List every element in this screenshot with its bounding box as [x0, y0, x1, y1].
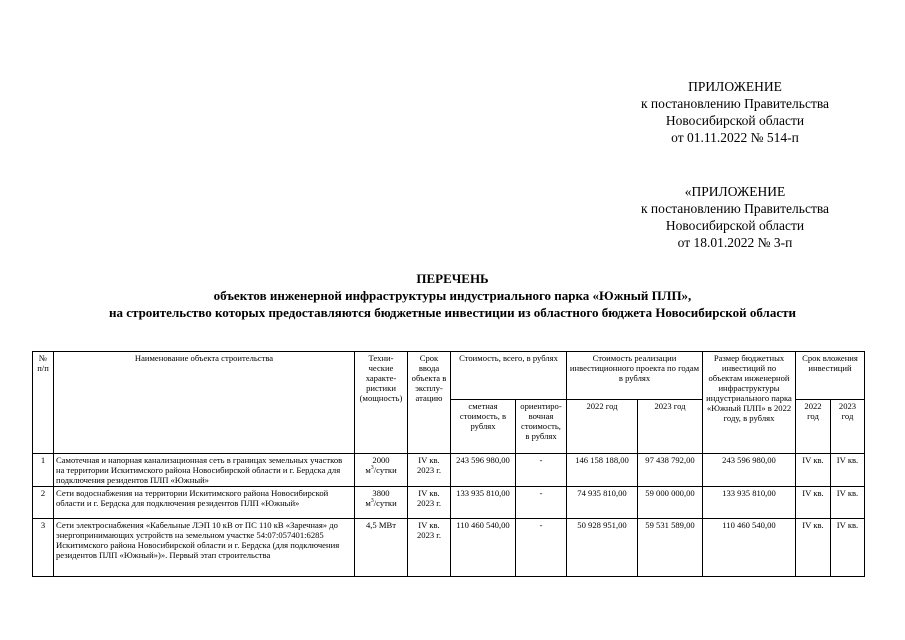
tech-value: 2000	[372, 455, 390, 465]
document-title	[20, 270, 885, 321]
header-year-2022: 2022 год	[567, 400, 638, 454]
tech-unit-rest: /сутки	[373, 465, 397, 475]
objects-table	[32, 351, 865, 577]
table-row	[33, 487, 865, 519]
cell-cost-estimate: 243 596 980,00	[451, 454, 516, 487]
appendix-line: «ПРИЛОЖЕНИЕ	[684, 184, 786, 199]
header-num: № п/п	[33, 352, 54, 454]
cell-num: 3	[33, 519, 54, 577]
title-line-2: объектов инженерной инфраструктуры индустриального парка «Южный ПЛП»,	[213, 288, 692, 303]
appendix-line: Новосибирской области	[665, 218, 805, 233]
header-cost-estimate: сметная стоимость, в рублях	[451, 400, 516, 454]
header-budget-2022: Размер бюджетных инвестиций по объектам инженерной инфраструктуры индустриального парка «Южный ПЛП» в 2022 году, в рублях	[703, 352, 796, 454]
cell-num: 1	[33, 454, 54, 487]
cell-budget-2022: 133 935 810,00	[703, 487, 796, 519]
header-name: Наименование объекта строительства	[54, 352, 355, 454]
table-row	[33, 519, 865, 577]
cell-commission: IV кв. 2023 г.	[408, 487, 451, 519]
cell-year-2023: 97 438 792,00	[638, 454, 703, 487]
title-line-1: ПЕРЕЧЕНЬ	[416, 271, 489, 286]
appendix-line: от 01.11.2022 № 514-п	[671, 130, 799, 145]
appendix-line: от 18.01.2022 № 3-п	[677, 235, 793, 250]
header-cost-total: Стоимость, всего, в рублях	[451, 352, 567, 400]
cell-name: Сети электроснабжения «Кабельные ЛЭП 10 кВ от ПС 110 кВ «Заречная» до энергопринимающих устройств на земельном участке 54:07:057401:6285 Искитимского района Новосибирской области и г. Бердска (для подключения резидентов ПЛП «Южный»)». Первый этап строительства	[54, 519, 355, 577]
cell-cost-indicative: -	[516, 454, 567, 487]
table-header-row	[33, 352, 865, 400]
cell-term-2022: IV кв.	[796, 454, 831, 487]
cell-num: 2	[33, 487, 54, 519]
tech-unit-sup: 3	[370, 465, 374, 472]
cell-term-2022: IV кв.	[796, 487, 831, 519]
cell-cost-estimate: 110 460 540,00	[451, 519, 516, 577]
appendix-header-previous	[600, 183, 870, 251]
cell-year-2022: 146 158 188,00	[567, 454, 638, 487]
cell-commission: IV кв. 2023 г.	[408, 519, 451, 577]
cell-budget-2022: 243 596 980,00	[703, 454, 796, 487]
header-project-cost: Стоимость реализации инвестиционного проекта по годам в рублях	[567, 352, 703, 400]
cell-year-2023: 59 531 589,00	[638, 519, 703, 577]
cell-tech	[355, 454, 408, 487]
appendix-line: к постановлению Правительства	[640, 96, 830, 111]
cell-cost-indicative: -	[516, 487, 567, 519]
header-term-2022: 2022 год	[796, 400, 831, 454]
cell-name: Сети водоснабжения на территории Искитимского района Новосибирской области и г. Бердска для подключения резидентов ПЛП «Южный»	[54, 487, 355, 519]
header-cost-indicative: ориентиро-вочная стоимость, в рублях	[516, 400, 567, 454]
cell-budget-2022: 110 460 540,00	[703, 519, 796, 577]
cell-name: Самотечная и напорная канализационная сеть в границах земельных участков на территории Искитимского района Новосибирской области и г. Бердска для подключения резидентов ПЛП «Южный»	[54, 454, 355, 487]
cell-cost-indicative: -	[516, 519, 567, 577]
tech-value: 3800	[372, 488, 390, 498]
header-investment-term: Срок вложения инвестиций	[796, 352, 865, 400]
tech-unit-sup: 3	[370, 498, 374, 505]
tech-unit: м	[365, 498, 371, 508]
cell-term-2023: IV кв.	[831, 487, 865, 519]
tech-unit-rest: /сутки	[373, 498, 397, 508]
appendix-line: Новосибирской области	[665, 113, 805, 128]
appendix-line: к постановлению Правительства	[640, 201, 830, 216]
cell-year-2023: 59 000 000,00	[638, 487, 703, 519]
cell-term-2023: IV кв.	[831, 519, 865, 577]
cell-year-2022: 50 928 951,00	[567, 519, 638, 577]
header-term-2023: 2023 год	[831, 400, 865, 454]
cell-tech	[355, 487, 408, 519]
appendix-line: ПРИЛОЖЕНИЕ	[688, 79, 782, 94]
cell-term-2022: IV кв.	[796, 519, 831, 577]
header-tech: Техни-ческие характе-ристики (мощность)	[355, 352, 408, 454]
cell-term-2023: IV кв.	[831, 454, 865, 487]
cell-year-2022: 74 935 810,00	[567, 487, 638, 519]
header-commission: Срок ввода объекта в эксплу-атацию	[408, 352, 451, 454]
table-row	[33, 454, 865, 487]
tech-unit: м	[365, 465, 371, 475]
header-year-2023: 2023 год	[638, 400, 703, 454]
cell-tech: 4,5 МВт	[355, 519, 408, 577]
cell-commission: IV кв. 2023 г.	[408, 454, 451, 487]
title-line-3: на строительство которых предоставляются бюджетные инвестиции из областного бюджета Новосибирской области	[109, 305, 796, 320]
appendix-header-current	[600, 78, 870, 146]
cell-cost-estimate: 133 935 810,00	[451, 487, 516, 519]
